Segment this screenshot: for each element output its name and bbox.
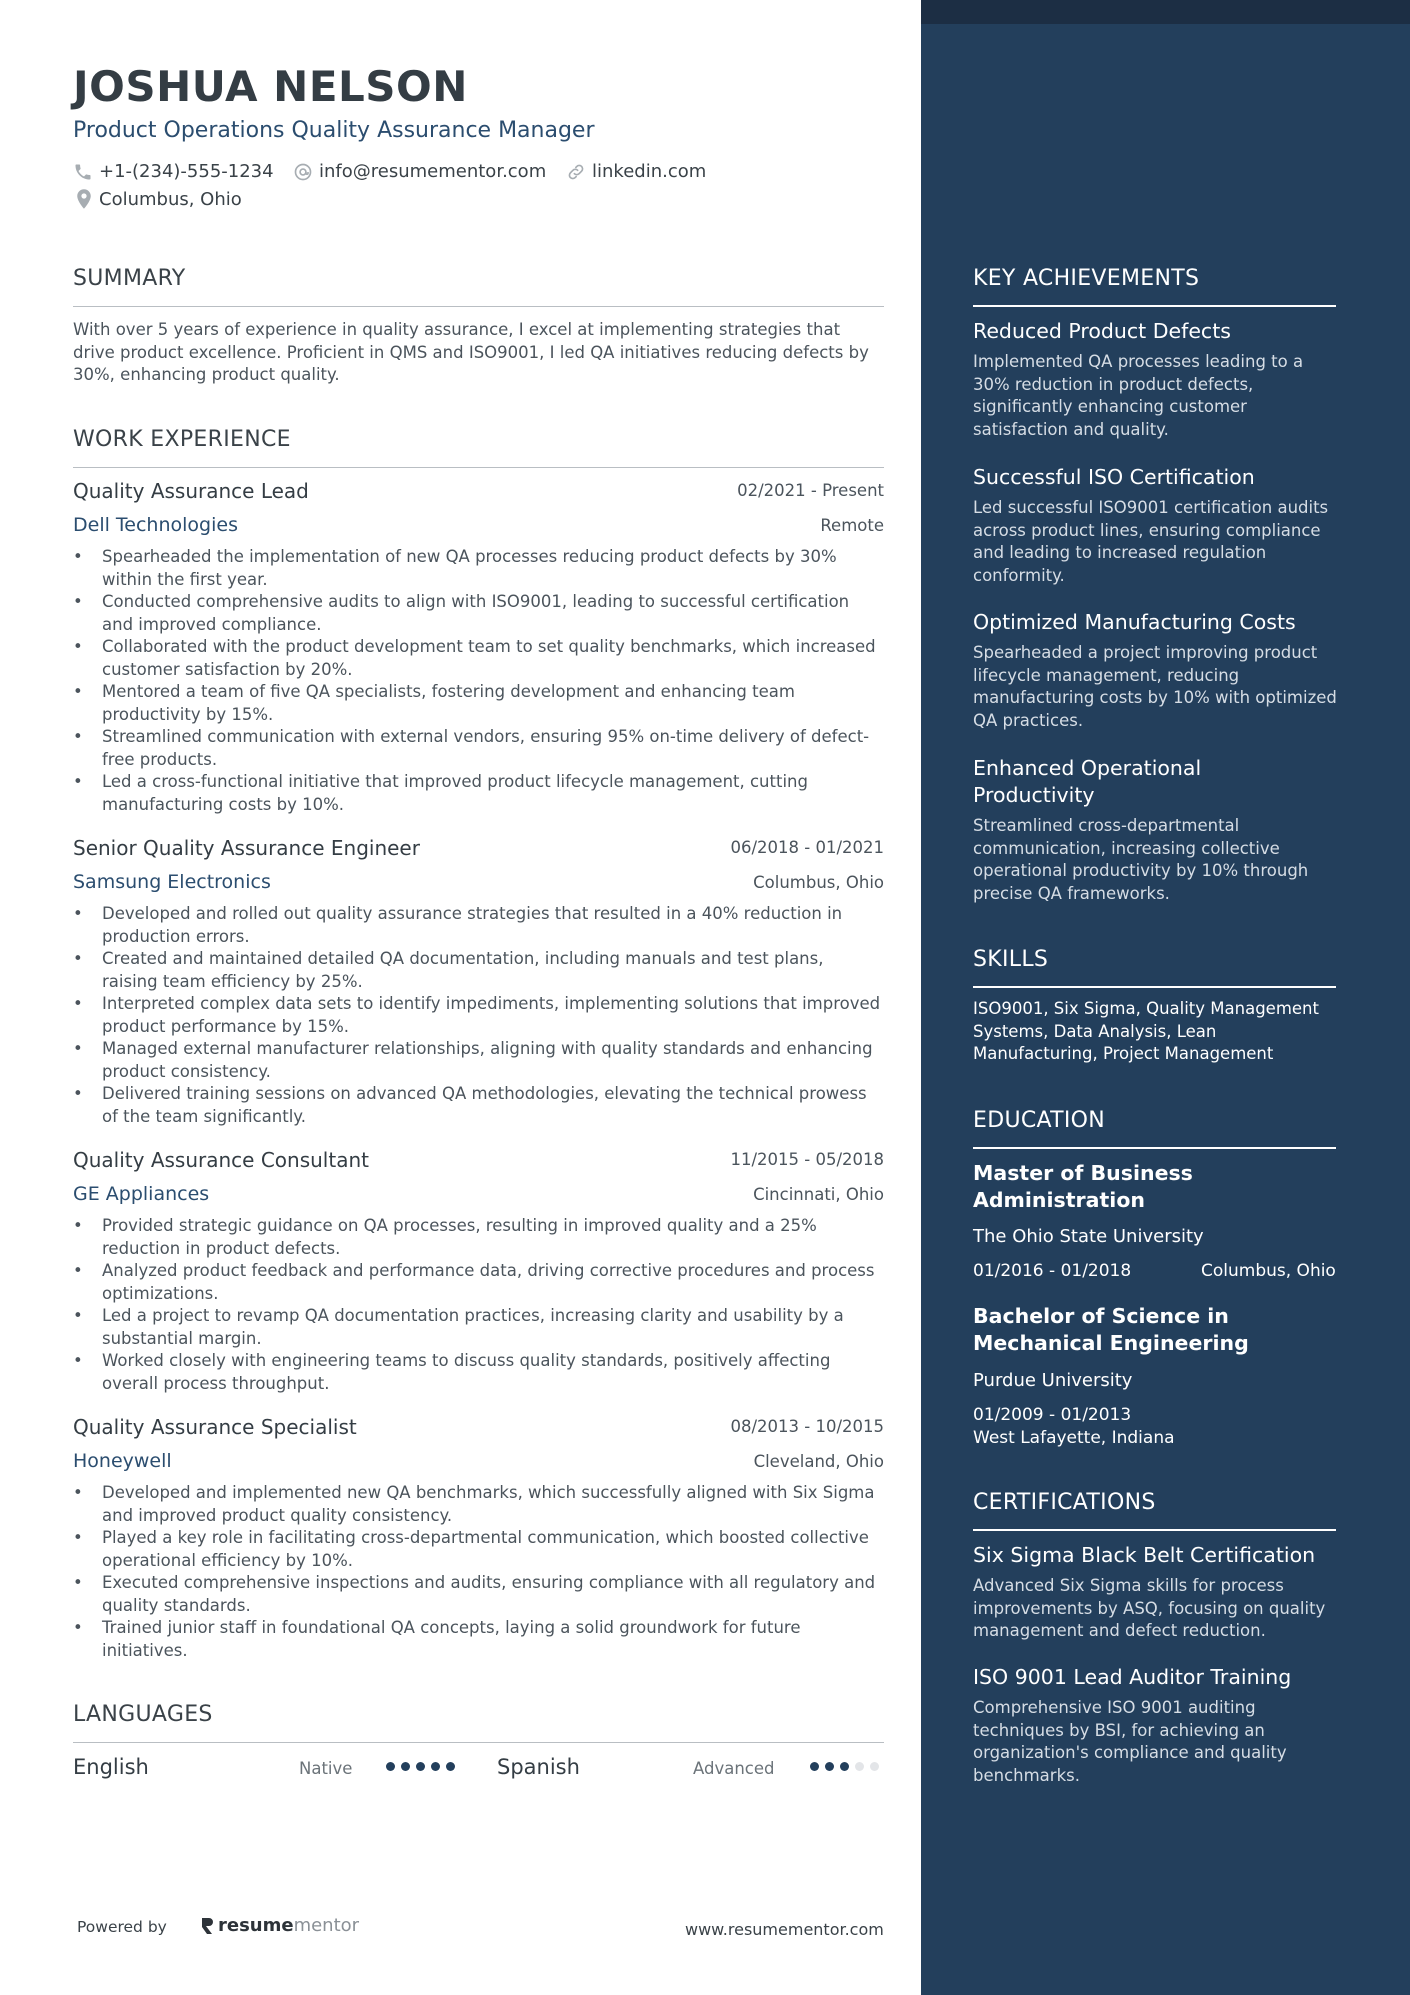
rating-dot — [825, 1762, 834, 1771]
certification-text: Advanced Six Sigma skills for process improvements by ASQ, focusing on quality management and defect reduction. — [973, 1576, 1326, 1640]
education-divider — [973, 1147, 1336, 1149]
job-company: Samsung Electronics — [73, 871, 271, 893]
job-bullet: • Created and maintained detailed QA documentation, including manuals and test plans, raising team efficiency by 25%. — [73, 948, 884, 993]
achievement-text: Led successful ISO9001 certification audits across product lines, ensuring compliance and leading to increased regulation conformity. — [973, 498, 1329, 585]
rating-dot — [431, 1762, 440, 1771]
achievement-item — [973, 755, 1309, 905]
achievement-item — [973, 318, 1343, 441]
rating-dot — [870, 1762, 879, 1771]
skills-heading: SKILLS — [973, 947, 1049, 972]
education-school: The Ohio State University — [973, 1226, 1204, 1247]
achievement-item — [973, 464, 1343, 587]
job-entry — [73, 1148, 884, 1395]
contact-phone[interactable] — [73, 161, 274, 182]
footer-url[interactable]: www.resumementor.com — [685, 1920, 884, 1939]
achievement-title: Reduced Product Defects — [973, 319, 1231, 343]
language-name: Spanish — [497, 1755, 580, 1779]
job-bullets — [73, 546, 884, 816]
skills-text: ISO9001, Six Sigma, Quality Management Systems, Data Analysis, Lean Manufacturing, Project Management — [973, 999, 1319, 1063]
job-role: Quality Assurance Lead — [73, 479, 309, 503]
job-company: Dell Technologies — [73, 514, 238, 536]
achievements-heading: KEY ACHIEVEMENTS — [973, 266, 1200, 291]
rating-dot — [401, 1762, 410, 1771]
rating-dot — [855, 1762, 864, 1771]
job-entry — [73, 1415, 884, 1662]
language-level: Native — [299, 1759, 353, 1778]
job-bullet: • Led a cross-functional initiative that improved product lifecycle management, cutting manufacturing costs by 10%. — [73, 771, 884, 816]
experience-heading: WORK EXPERIENCE — [73, 427, 291, 452]
at-sign-icon — [293, 162, 313, 182]
job-role: Quality Assurance Specialist — [73, 1415, 357, 1439]
education-location: Columbus, Ohio — [1201, 1261, 1336, 1281]
job-entry — [73, 479, 884, 816]
skills-divider — [973, 986, 1336, 988]
job-bullet: • Executed comprehensive inspections and audits, ensuring compliance with all regulatory and quality standards. — [73, 1572, 884, 1617]
summary-heading: SUMMARY — [73, 266, 186, 291]
job-company: GE Appliances — [73, 1183, 210, 1205]
job-bullets — [73, 1215, 884, 1395]
resumementor-logo[interactable] — [199, 1915, 359, 1936]
language-rating — [386, 1762, 461, 1771]
email-text: info@resumementor.com — [319, 161, 547, 182]
job-bullet: • Analyzed product feedback and performance data, driving corrective procedures and process optimizations. — [73, 1260, 884, 1305]
linkedin-text: linkedin.com — [592, 161, 707, 182]
job-role: Senior Quality Assurance Engineer — [73, 836, 420, 860]
job-location: Cleveland, Ohio — [753, 1452, 884, 1471]
job-bullet: • Worked closely with engineering teams to discuss quality standards, positively affecting overall process throughput. — [73, 1350, 884, 1395]
logo-text-light: mentor — [293, 1915, 360, 1936]
phone-icon — [73, 162, 93, 182]
contact-linkedin[interactable] — [566, 161, 706, 182]
job-bullet: • Developed and implemented new QA benchmarks, which successfully aligned with Six Sigma and improved product quality consistency. — [73, 1482, 884, 1527]
candidate-name: JOSHUA NELSON — [73, 62, 468, 111]
job-dates: 08/2013 - 10/2015 — [730, 1417, 884, 1436]
languages-heading: LANGUAGES — [73, 1702, 213, 1727]
certifications-heading: CERTIFICATIONS — [973, 1490, 1156, 1515]
job-bullets — [73, 903, 884, 1128]
education-dates: 01/2009 - 01/2013 — [973, 1405, 1132, 1425]
language-level: Advanced — [693, 1759, 775, 1778]
achievement-title: Successful ISO Certification — [973, 465, 1255, 489]
job-dates: 06/2018 - 01/2021 — [730, 838, 884, 857]
achievement-title: Optimized Manufacturing Costs — [973, 610, 1296, 634]
job-bullet: • Led a project to revamp QA documentation practices, increasing clarity and usability by a substantial margin. — [73, 1305, 884, 1350]
certification-item — [973, 1664, 1343, 1787]
location-pin-icon — [75, 188, 93, 210]
certification-title: Six Sigma Black Belt Certification — [973, 1543, 1316, 1567]
certification-item — [973, 1542, 1343, 1643]
job-dates: 02/2021 - Present — [737, 481, 884, 500]
job-role: Quality Assurance Consultant — [73, 1148, 369, 1172]
job-bullet: • Developed and rolled out quality assurance strategies that resulted in a 40% reduction in production errors. — [73, 903, 884, 948]
job-bullet: • Spearheaded the implementation of new QA processes reducing product defects by 30% within the first year. — [73, 546, 884, 591]
achievement-title: Enhanced Operational Productivity — [973, 756, 1202, 807]
language-rating — [810, 1762, 885, 1771]
achievement-text: Implemented QA processes leading to a 30% reduction in product defects, significantly enhancing customer satisfaction and quality. — [973, 352, 1304, 439]
job-entry — [73, 836, 884, 1128]
rating-dot — [840, 1762, 849, 1771]
job-bullet: • Delivered training sessions on advanced QA methodologies, elevating the technical prowess of the team significantly. — [73, 1083, 884, 1128]
education-degree: Master of Business Administration — [973, 1161, 1193, 1212]
achievement-text: Streamlined cross-departmental communication, increasing collective operational productivity by 10% through precise QA frameworks. — [973, 816, 1309, 903]
experience-divider — [73, 467, 884, 468]
certification-title: ISO 9001 Lead Auditor Training — [973, 1665, 1292, 1689]
job-company: Honeywell — [73, 1450, 172, 1472]
rating-dot — [446, 1762, 455, 1771]
education-heading: EDUCATION — [973, 1108, 1106, 1133]
achievement-item — [973, 609, 1343, 732]
logo-text-bold: resume — [218, 1915, 294, 1936]
contact-location — [75, 188, 242, 210]
job-dates: 11/2015 - 05/2018 — [730, 1150, 884, 1169]
job-bullet: • Managed external manufacturer relationships, aligning with quality standards and enhancing product consistency. — [73, 1038, 884, 1083]
location-text: Columbus, Ohio — [99, 188, 242, 210]
language-name: English — [73, 1755, 149, 1779]
summary-text: With over 5 years of experience in quality assurance, I excel at implementing strategies that drive product excellence. Proficient in QMS and ISO9001, I led QA initiatives reducing defects by 30%, enhancing product quality. — [73, 320, 869, 384]
rating-dot — [386, 1762, 395, 1771]
phone-text: +1-(234)-555-1234 — [99, 161, 274, 182]
sidebar-top-band — [921, 0, 1410, 24]
certification-text: Comprehensive ISO 9001 auditing techniques by BSI, for achieving an organization's compliance and quality benchmarks. — [973, 1698, 1287, 1785]
job-location: Remote — [820, 516, 884, 535]
job-bullet: • Played a key role in facilitating cross-departmental communication, which boosted collective operational efficiency by 10%. — [73, 1527, 884, 1572]
job-bullet: • Collaborated with the product development team to set quality benchmarks, which increased customer satisfaction by 20%. — [73, 636, 884, 681]
summary-divider — [73, 306, 884, 307]
languages-divider — [73, 1742, 884, 1743]
job-bullet: • Provided strategic guidance on QA processes, resulting in improved quality and a 25% reduction in product defects. — [73, 1215, 884, 1260]
job-bullet: • Streamlined communication with external vendors, ensuring 95% on-time delivery of defect-free products. — [73, 726, 884, 771]
education-school: Purdue University — [973, 1370, 1133, 1391]
job-bullet: • Mentored a team of five QA specialists, fostering development and enhancing team productivity by 15%. — [73, 681, 884, 726]
job-bullet: • Conducted comprehensive audits to align with ISO9001, leading to successful certification and improved compliance. — [73, 591, 884, 636]
job-bullet: • Trained junior staff in foundational QA concepts, laying a solid groundwork for future initiatives. — [73, 1617, 884, 1662]
job-bullet: • Interpreted complex data sets to identify impediments, implementing solutions that improved product performance by 15%. — [73, 993, 884, 1038]
rating-dot — [416, 1762, 425, 1771]
job-location: Columbus, Ohio — [753, 873, 884, 892]
job-bullets — [73, 1482, 884, 1662]
contact-email[interactable] — [293, 161, 546, 182]
powered-by-label: Powered by — [77, 1918, 167, 1936]
candidate-title: Product Operations Quality Assurance Manager — [73, 118, 595, 143]
achievement-text: Spearheaded a project improving product lifecycle management, reducing manufacturing costs by 10% with optimized QA practices. — [973, 643, 1337, 730]
rating-dot — [810, 1762, 819, 1771]
education-dates: 01/2016 - 01/2018 — [973, 1261, 1132, 1281]
achievements-divider — [973, 305, 1336, 307]
certifications-divider — [973, 1529, 1336, 1531]
education-location: West Lafayette, Indiana — [973, 1428, 1175, 1448]
education-degree: Bachelor of Science in Mechanical Engineering — [973, 1304, 1249, 1355]
resumementor-logo-icon — [199, 1916, 215, 1936]
link-icon — [566, 162, 586, 182]
job-location: Cincinnati, Ohio — [753, 1185, 884, 1204]
